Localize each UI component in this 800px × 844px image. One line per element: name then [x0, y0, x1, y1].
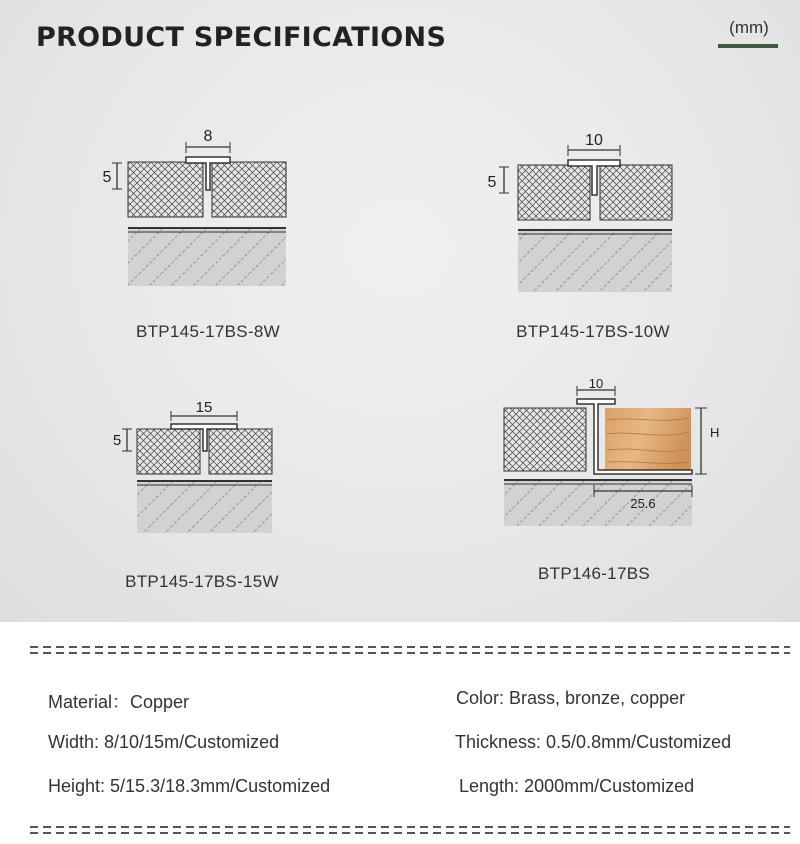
page-title: PRODUCT SPECIFICATIONS	[36, 22, 447, 53]
width-dimension: 10	[585, 132, 603, 149]
depth-dimension: 25.6	[630, 496, 656, 511]
height-dimension: 5	[487, 174, 497, 191]
height-dimension: H	[710, 425, 720, 440]
spec-color: Color: Brass, bronze, copper	[456, 688, 686, 708]
width-dimension: 10	[588, 376, 604, 391]
unit-underline	[718, 44, 778, 48]
height-dimension: 5	[112, 432, 122, 449]
width-dimension: 15	[195, 399, 213, 416]
profile-drawing-10w	[480, 125, 680, 300]
spec-height: Height: 5/15.3/18.3mm/Customized	[48, 776, 331, 796]
spec-material: Material：Copper	[48, 692, 190, 712]
profile-drawing-15w	[105, 395, 285, 540]
profile-drawing-146	[495, 372, 730, 532]
width-dimension: 8	[203, 128, 213, 145]
divider-bottom	[30, 826, 790, 834]
spec-length: Length: 2000mm/Customized	[459, 776, 695, 796]
model-label-8w: BTP145-17BS-8W	[135, 322, 281, 341]
model-label-146: BTP146-17BS	[538, 564, 650, 583]
spec-width: Width: 8/10/15m/Customized	[48, 732, 280, 752]
model-label-15w: BTP145-17BS-15W	[125, 572, 279, 591]
height-dimension: 5	[102, 169, 112, 186]
unit-label: (mm)	[729, 18, 769, 37]
spec-thickness: Thickness: 0.5/0.8mm/Customized	[455, 732, 732, 752]
model-label-10w: BTP145-17BS-10W	[516, 322, 670, 341]
divider-top	[30, 646, 790, 654]
profile-drawing-8w	[95, 120, 295, 295]
